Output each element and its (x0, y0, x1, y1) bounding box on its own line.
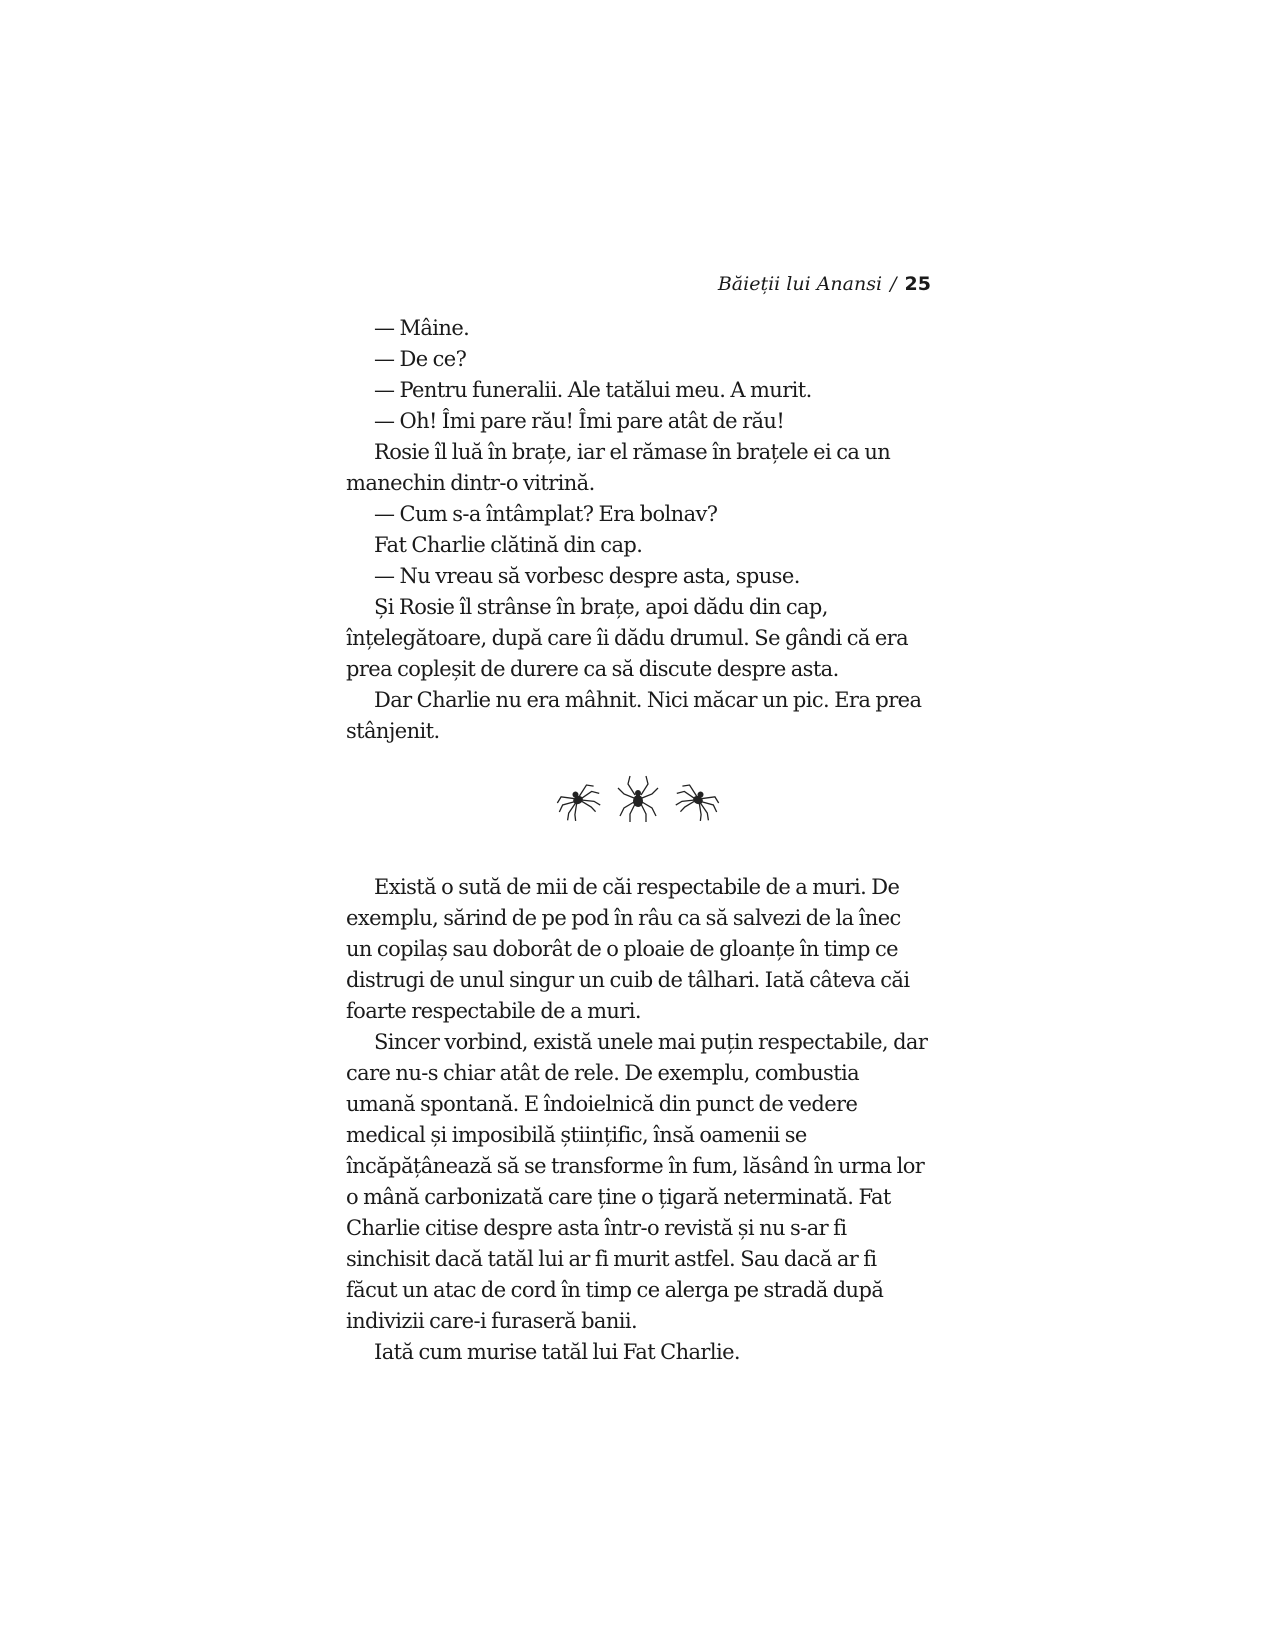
paragraph: Sincer vorbind, există unele mai puțin respectabile, dar care nu-s chiar atât de rele. De exemplu, combustia umană spontană. E îndoielnică din punct de vedere medical și imposibilă științific, însă oamenii se încăpățânează să se transforme în fum, lăsând în urma lor o mână carbonizată care ține o țigară neterminată. Fat Charlie citise despre asta într-o revistă și nu s-ar fi sinchisit dacă tatăl lui ar fi murit astfel. Sau dacă ar fi făcut un atac de cord în timp ce alerga pe stradă după indivizii care-i furaseră banii. (346, 1030, 928, 1333)
paragraph: — Oh! Îmi pare rău! Îmi pare atât de rău! (374, 409, 785, 433)
header-separator: / (890, 273, 897, 295)
paragraph: Există o sută de mii de căi respectabile de a muri. De exemplu, sărind de pe pod în râu ca să salvezi de la înec un copilaș sau doborât de o ploaie de gloanțe în timp ce distrugi de unul singur un cuib de tâlhari. Iată câteva căi foarte respectabile de a muri. (346, 875, 910, 1023)
paragraph: — Nu vreau să vorbesc despre asta, spuse. (374, 564, 800, 588)
dialogue-section (346, 313, 931, 747)
spider-icon-right (670, 782, 722, 826)
paragraph: — Pentru funeralii. Ale tatălui meu. A murit. (374, 378, 812, 402)
paragraph: Rosie îl luă în brațe, iar el rămase în brațele ei ca un manechin dintr-o vitrină. (346, 440, 891, 495)
paragraph: — Cum s-a întâmplat? Era bolnav? (374, 502, 718, 526)
spider-ornament-icon (548, 770, 728, 826)
paragraph: — De ce? (374, 347, 467, 371)
paragraph: — Mâine. (374, 316, 470, 340)
running-header (600, 272, 931, 296)
book-title: Băieții lui Anansi (717, 273, 883, 295)
paragraph: Dar Charlie nu era mâhnit. Nici măcar un pic. Era prea stânjenit. (346, 688, 922, 743)
page-number: 25 (904, 273, 931, 295)
spider-icon-center (618, 776, 658, 822)
narrative-section (346, 872, 931, 1368)
spider-icon-left (554, 782, 606, 826)
paragraph: Și Rosie îl strânse în brațe, apoi dădu din cap, înțelegătoare, după care îi dădu drumul. Se gândi că era prea copleșit de durere ca să discute despre asta. (346, 595, 909, 681)
paragraph: Iată cum murise tatăl lui Fat Charlie. (374, 1340, 741, 1364)
paragraph: Fat Charlie clătină din cap. (374, 533, 643, 557)
